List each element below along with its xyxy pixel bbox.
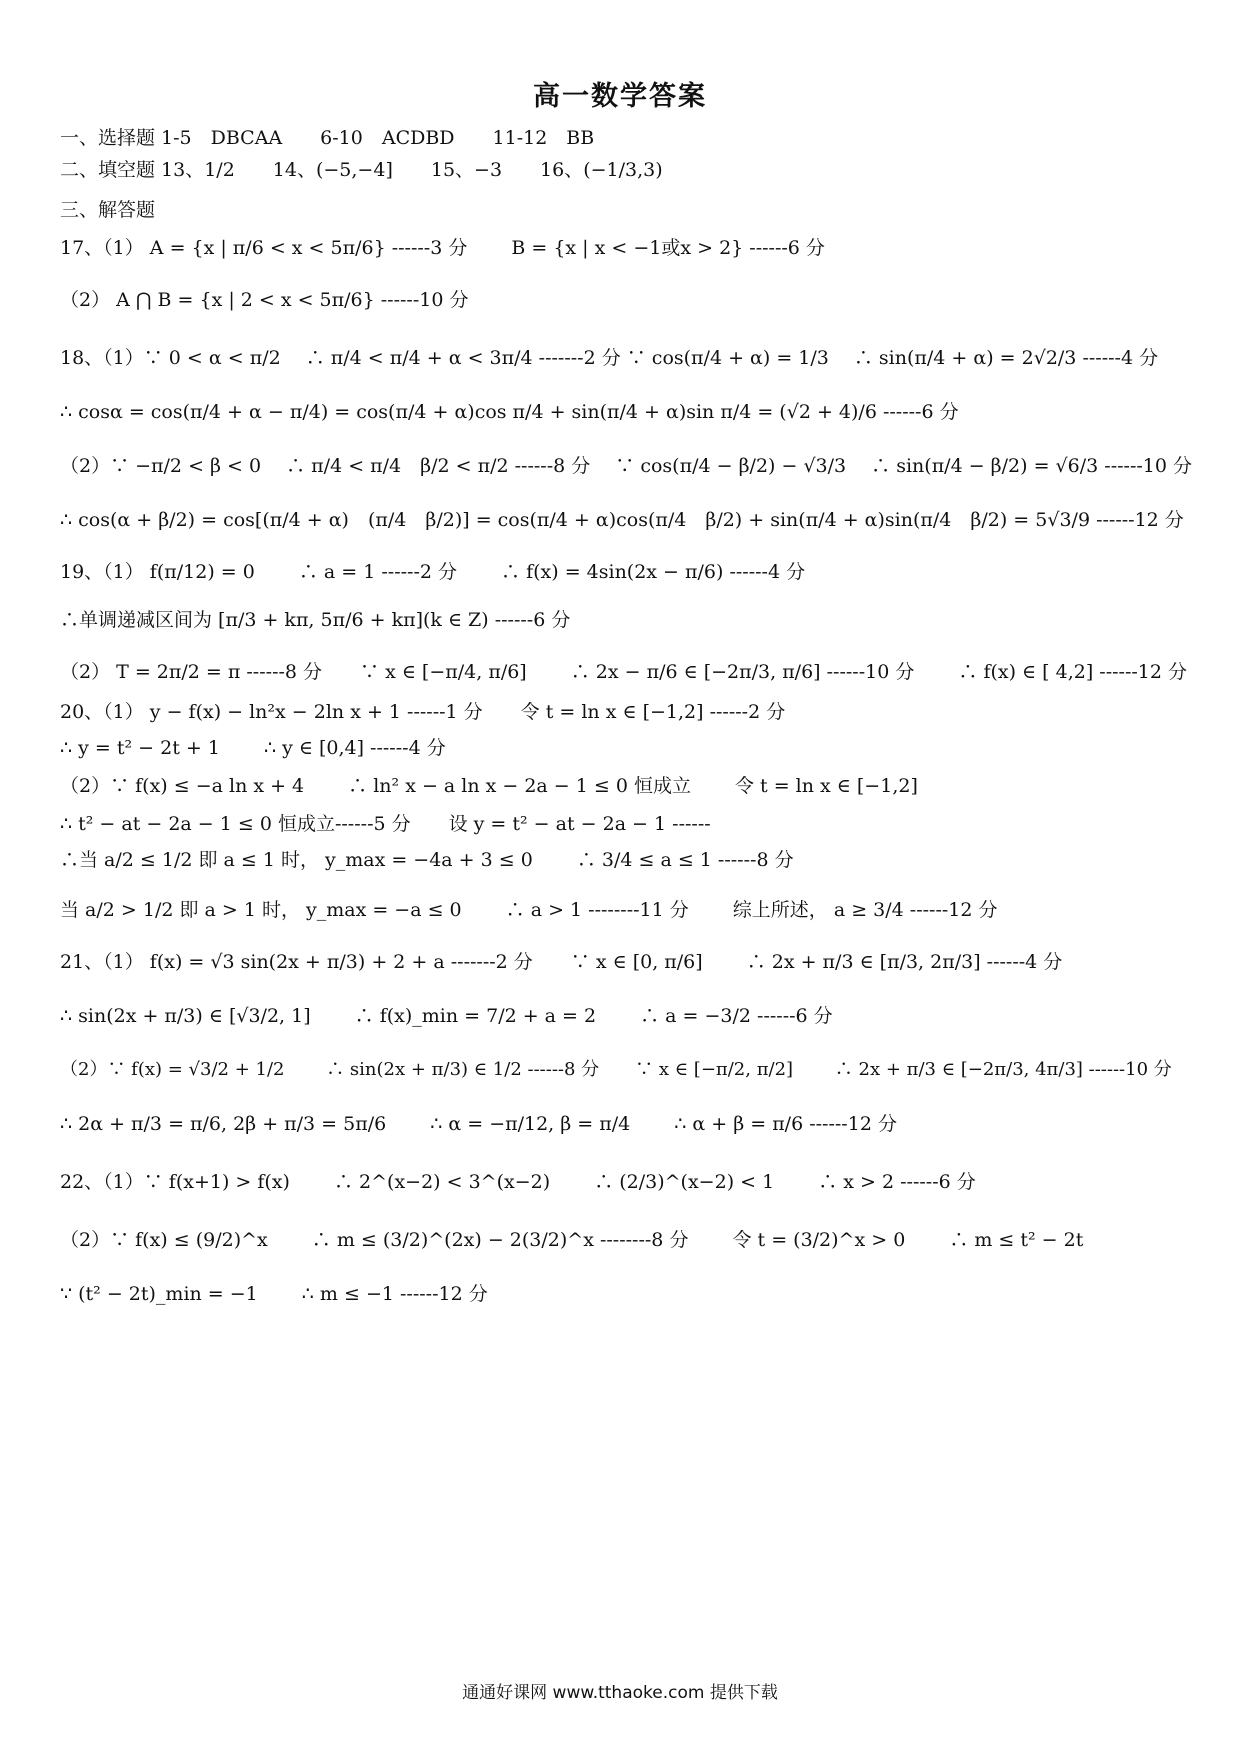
q20-line5: ∴当 a/2 ≤ 1/2 即 a ≤ 1 时， y_max = −4a + 3 ≤ 0 ∴ 3/4 ≤ a ≤ 1 ------8 分 <box>60 849 794 871</box>
q21-line1: 21、（1） f(x) = √3 sin(2x + π/3) + 2 + a -------2 分 ∵ x ∈ [0, π/6] ∴ 2x + π/3 ∈ [π/3, 2π/3] ------4 分 <box>60 951 1063 973</box>
q20-line6: 当 a/2 > 1/2 即 a > 1 时， y_max = −a ≤ 0 ∴ a > 1 --------11 分 综上所述， a ≥ 3/4 ------12 分 <box>60 899 998 921</box>
page-title: 高一数学答案 <box>533 81 707 112</box>
q18-line4: ∴ cos(α + β/2) = cos[(π/4 + α) (π/4 β/2)] = cos(π/4 + α)cos(π/4 β/2) + sin(π/4 + α)sin(π/4 β/2) = 5√3/9 ------12 分 <box>60 509 1184 531</box>
q22-line2: （2）∵ f(x) ≤ (9/2)^x ∴ m ≤ (3/2)^(2x) − 2(3/2)^x --------8 分 令 t = (3/2)^x > 0 ∴ m ≤ t² − 2t <box>60 1229 1084 1251</box>
q18-line3: （2）∵ −π/2 < β < 0 ∴ π/4 < π/4 β/2 < π/2 ------8 分 ∵ cos(π/4 − β/2) − √3/3 ∴ sin(π/4 − β/2) = √6/3 ------10 分 <box>60 455 1193 477</box>
q21-line2: ∴ sin(2x + π/3) ∈ [√3/2, 1] ∴ f(x)_min = 7/2 + a = 2 ∴ a = −3/2 ------6 分 <box>60 1005 833 1027</box>
fill-blank-answers: 二、填空题 13、1/2 14、(−5,−4] 15、−3 16、(−1/3,3) <box>60 159 663 181</box>
q20-line1: 20、（1） y − f(x) − ln²x − 2ln x + 1 ------1 分 令 t = ln x ∈ [−1,2] ------2 分 <box>60 701 786 723</box>
q20-line3: （2）∵ f(x) ≤ −a ln x + 4 ∴ ln² x − a ln x − 2a − 1 ≤ 0 恒成立 令 t = ln x ∈ [−1,2] <box>60 775 918 797</box>
q18-line1: 18、（1）∵ 0 < α < π/2 ∴ π/4 < π/4 + α < 3π/4 -------2 分 ∵ cos(π/4 + α) = 1/3 ∴ sin(π/4 + α) = 2√2/3 ------4 分 <box>60 347 1159 369</box>
q20-line4: ∴ t² − at − 2a − 1 ≤ 0 恒成立------5 分 设 y = t² − at − 2a − 1 ------ <box>60 813 711 835</box>
q21-line3: （2）∵ f(x) = √3/2 + 1/2 ∴ sin(2x + π/3) ∈ 1/2 ------8 分 ∵ x ∈ [−π/2, π/2] ∴ 2x + π/3 ∈ [−2π/3, 4π/3] ------10 分 <box>60 1059 1172 1080</box>
q17-part1: 17、（1） A = {x | π/6 < x < 5π/6} ------3 分 B = {x | x < −1或x > 2} ------6 分 <box>60 237 825 259</box>
q21-line4: ∴ 2α + π/3 = π/6, 2β + π/3 = 5π/6 ∴ α = −π/12, β = π/4 ∴ α + β = π/6 ------12 分 <box>60 1113 897 1135</box>
q17-part2: （2） A ⋂ B = {x | 2 < x < 5π/6} ------10 分 <box>60 289 469 311</box>
q22-line3: ∵ (t² − 2t)_min = −1 ∴ m ≤ −1 ------12 分 <box>60 1283 488 1305</box>
q19-line3: （2） T = 2π/2 = π ------8 分 ∵ x ∈ [−π/4, π/6] ∴ 2x − π/6 ∈ [−2π/3, π/6] ------10 分 ∴ f(x) ∈ [ 4,2] ------12 分 <box>60 661 1188 683</box>
footer-source: 通通好课网 www.tthaoke.com 提供下载 <box>462 1683 778 1703</box>
q18-line2: ∴ cosα = cos(π/4 + α − π/4) = cos(π/4 + α)cos π/4 + sin(π/4 + α)sin π/4 = (√2 + 4)/6 ------6 分 <box>60 401 959 423</box>
q20-line2: ∴ y = t² − 2t + 1 ∴ y ∈ [0,4] ------4 分 <box>60 737 446 759</box>
q19-line1: 19、（1） f(π/12) = 0 ∴ a = 1 ------2 分 ∴ f(x) = 4sin(2x − π/6) ------4 分 <box>60 561 806 583</box>
section-heading: 三、解答题 <box>60 199 156 221</box>
choice-answers: 一、选择题 1-5 DBCAA 6-10 ACDBD 11-12 BB <box>60 127 595 149</box>
q22-line1: 22、（1）∵ f(x+1) > f(x) ∴ 2^(x−2) < 3^(x−2) ∴ (2/3)^(x−2) < 1 ∴ x > 2 ------6 分 <box>60 1171 976 1193</box>
q19-line2: ∴单调递减区间为 [π/3 + kπ, 5π/6 + kπ](k ∈ Z) ------6 分 <box>60 609 571 631</box>
